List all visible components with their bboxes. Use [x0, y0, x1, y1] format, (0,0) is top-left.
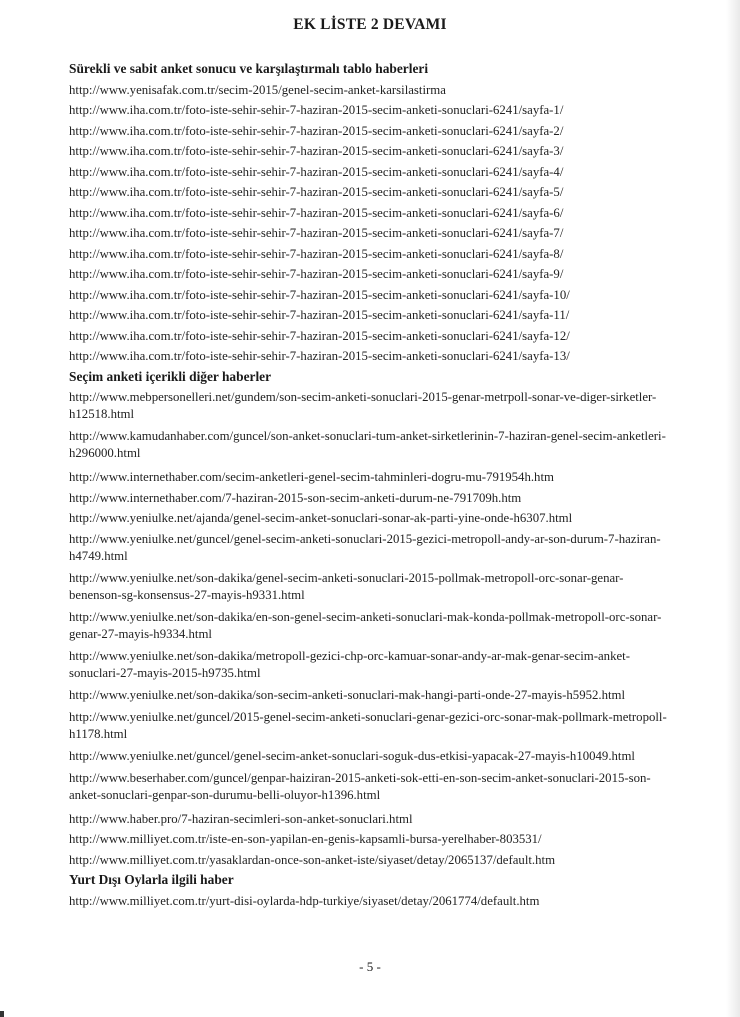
link-line[interactable]: http://www.yeniulke.net/ajanda/genel-secim-anket-sonuclari-sonar-ak-parti-yine-onde-h6307.html	[69, 511, 573, 525]
link-line[interactable]: http://www.internethaber.com/7-haziran-2015-son-secim-anketi-durum-ne-791709h.htm	[69, 490, 522, 505]
link-paragraph[interactable]: http://www.kamudanhaber.com/guncel/son-anket-sonuclari-tum-anket-sirketlerinin-7-haziran-genel-secim-anketleri-h296000.html	[69, 429, 666, 460]
link-paragraph[interactable]: http://www.beserhaber.com/guncel/genpar-haiziran-2015-anketi-sok-etti-en-son-secim-anket-sonuclari-2015-son-anket-sonuclari-genpar-son-durumu-belli-oluyor-h1396.html	[69, 770, 651, 802]
link-line[interactable]: http://www.iha.com.tr/foto-iste-sehir-sehir-7-haziran-2015-secim-anketi-sonuclari-6241/sayfa-6/	[69, 205, 564, 220]
link-paragraph[interactable]: http://www.yeniulke.net/son-dakika/en-son-genel-secim-anketi-sonuclari-mak-konda-pollmak-metropoll-orc-sonar-genar-27-mayis-h9334.html	[69, 609, 662, 641]
link-line[interactable]: http://www.yenisafak.com.tr/secim-2015/genel-secim-anket-karsilastirma	[69, 82, 446, 97]
section-abroad-votes	[69, 870, 669, 911]
section-other-polls	[69, 367, 669, 871]
section-heading: Seçim anketi içerikli diğer haberler	[69, 368, 272, 384]
scan-corner-mark	[0, 1011, 4, 1017]
link-line[interactable]: http://www.iha.com.tr/foto-iste-sehir-sehir-7-haziran-2015-secim-anketi-sonuclari-6241/sayfa-9/	[69, 267, 564, 281]
page-number: - 5 -	[359, 959, 381, 974]
link-line[interactable]: http://www.iha.com.tr/foto-iste-sehir-sehir-7-haziran-2015-secim-anketi-sonuclari-6241/sayfa-4/	[69, 164, 564, 179]
link-line[interactable]: http://www.iha.com.tr/foto-iste-sehir-sehir-7-haziran-2015-secim-anketi-sonuclari-6241/sayfa-12/	[69, 328, 570, 343]
link-line[interactable]: http://www.iha.com.tr/foto-iste-sehir-sehir-7-haziran-2015-secim-anketi-sonuclari-6241/sayfa-11/	[69, 308, 570, 322]
link-line[interactable]: http://www.internethaber.com/secim-anketleri-genel-secim-tahminleri-dogru-mu-791954h.htm	[69, 470, 554, 484]
section-heading: Sürekli ve sabit anket sonucu ve karşılaştırmalı tablo haberleri	[69, 61, 429, 76]
link-line[interactable]: http://www.iha.com.tr/foto-iste-sehir-sehir-7-haziran-2015-secim-anketi-sonuclari-6241/sayfa-1/	[69, 103, 564, 117]
link-line[interactable]: http://www.iha.com.tr/foto-iste-sehir-sehir-7-haziran-2015-secim-anketi-sonuclari-6241/sayfa-13/	[69, 349, 570, 363]
link-line[interactable]: http://www.iha.com.tr/foto-iste-sehir-sehir-7-haziran-2015-secim-anketi-sonuclari-6241/sayfa-2/	[69, 123, 564, 138]
link-paragraph[interactable]: http://www.yeniulke.net/guncel/genel-secim-anketi-sonuclari-2015-gezici-metropoll-andy-ar-son-durum-7-haziran-h4749.html	[69, 531, 661, 563]
link-line[interactable]: http://www.iha.com.tr/foto-iste-sehir-sehir-7-haziran-2015-secim-anketi-sonuclari-6241/sayfa-10/	[69, 287, 570, 302]
link-paragraph[interactable]: http://www.yeniulke.net/guncel/2015-genel-secim-anketi-sonuclari-genar-gezici-orc-sonar-mak-pollmark-metropoll-h1178.html	[69, 709, 667, 741]
link-line[interactable]: http://www.milliyet.com.tr/yasaklardan-once-son-anket-iste/siyaset/detay/2065137/default.htm	[69, 852, 556, 867]
link-line[interactable]: http://www.iha.com.tr/foto-iste-sehir-sehir-7-haziran-2015-secim-anketi-sonuclari-6241/sayfa-5/	[69, 185, 564, 199]
link-line[interactable]: http://www.iha.com.tr/foto-iste-sehir-sehir-7-haziran-2015-secim-anketi-sonuclari-6241/sayfa-8/	[69, 246, 564, 261]
link-line[interactable]: http://www.iha.com.tr/foto-iste-sehir-sehir-7-haziran-2015-secim-anketi-sonuclari-6241/sayfa-3/	[69, 144, 564, 158]
link-paragraph[interactable]: http://www.yeniulke.net/son-dakika/metropoll-gezici-chp-orc-kamuar-sonar-andy-ar-mak-genar-secim-anket-sonuclari-27-mayis-2015-h9735.html	[69, 648, 630, 680]
link-paragraph[interactable]: http://www.mebpersonelleri.net/gundem/son-secim-anketi-sonuclari-2015-genar-metrpoll-sonar-ve-diger-sirketler-h12518.html	[69, 390, 657, 421]
link-line[interactable]: http://www.milliyet.com.tr/iste-en-son-yapilan-en-genis-kapsamli-bursa-yerelhaber-803531/	[69, 832, 542, 846]
section-survey-tables	[69, 59, 669, 367]
link-line[interactable]: http://www.milliyet.com.tr/yurt-disi-oylarda-hdp-turkiye/siyaset/detay/2061774/default.htm	[69, 893, 540, 908]
link-paragraph[interactable]: http://www.yeniulke.net/son-dakika/genel-secim-anketi-sonuclari-2015-pollmak-metropoll-orc-sonar-genar-benenson-sg-konsensus-27-mayis-h9331.html	[69, 570, 624, 602]
section-heading: Yurt Dışı Oylarla ilgili haber	[69, 872, 234, 887]
scan-edge-shadow	[726, 0, 740, 1017]
link-line[interactable]: http://www.iha.com.tr/foto-iste-sehir-sehir-7-haziran-2015-secim-anketi-sonuclari-6241/sayfa-7/	[69, 226, 564, 240]
link-line[interactable]: http://www.haber.pro/7-haziran-secimleri-son-anket-sonuclari.html	[69, 811, 413, 826]
link-paragraph[interactable]: http://www.yeniulke.net/son-dakika/son-secim-anketi-sonuclari-mak-hangi-parti-onde-27-mayis-h5952.html	[69, 687, 626, 702]
document-body	[69, 59, 669, 911]
page-title: EK LİSTE 2 DEVAMI	[293, 16, 447, 33]
link-paragraph[interactable]: http://www.yeniulke.net/guncel/genel-secim-anket-sonuclari-soguk-dus-etkisi-yapacak-27-mayis-h10049.html	[69, 748, 635, 763]
